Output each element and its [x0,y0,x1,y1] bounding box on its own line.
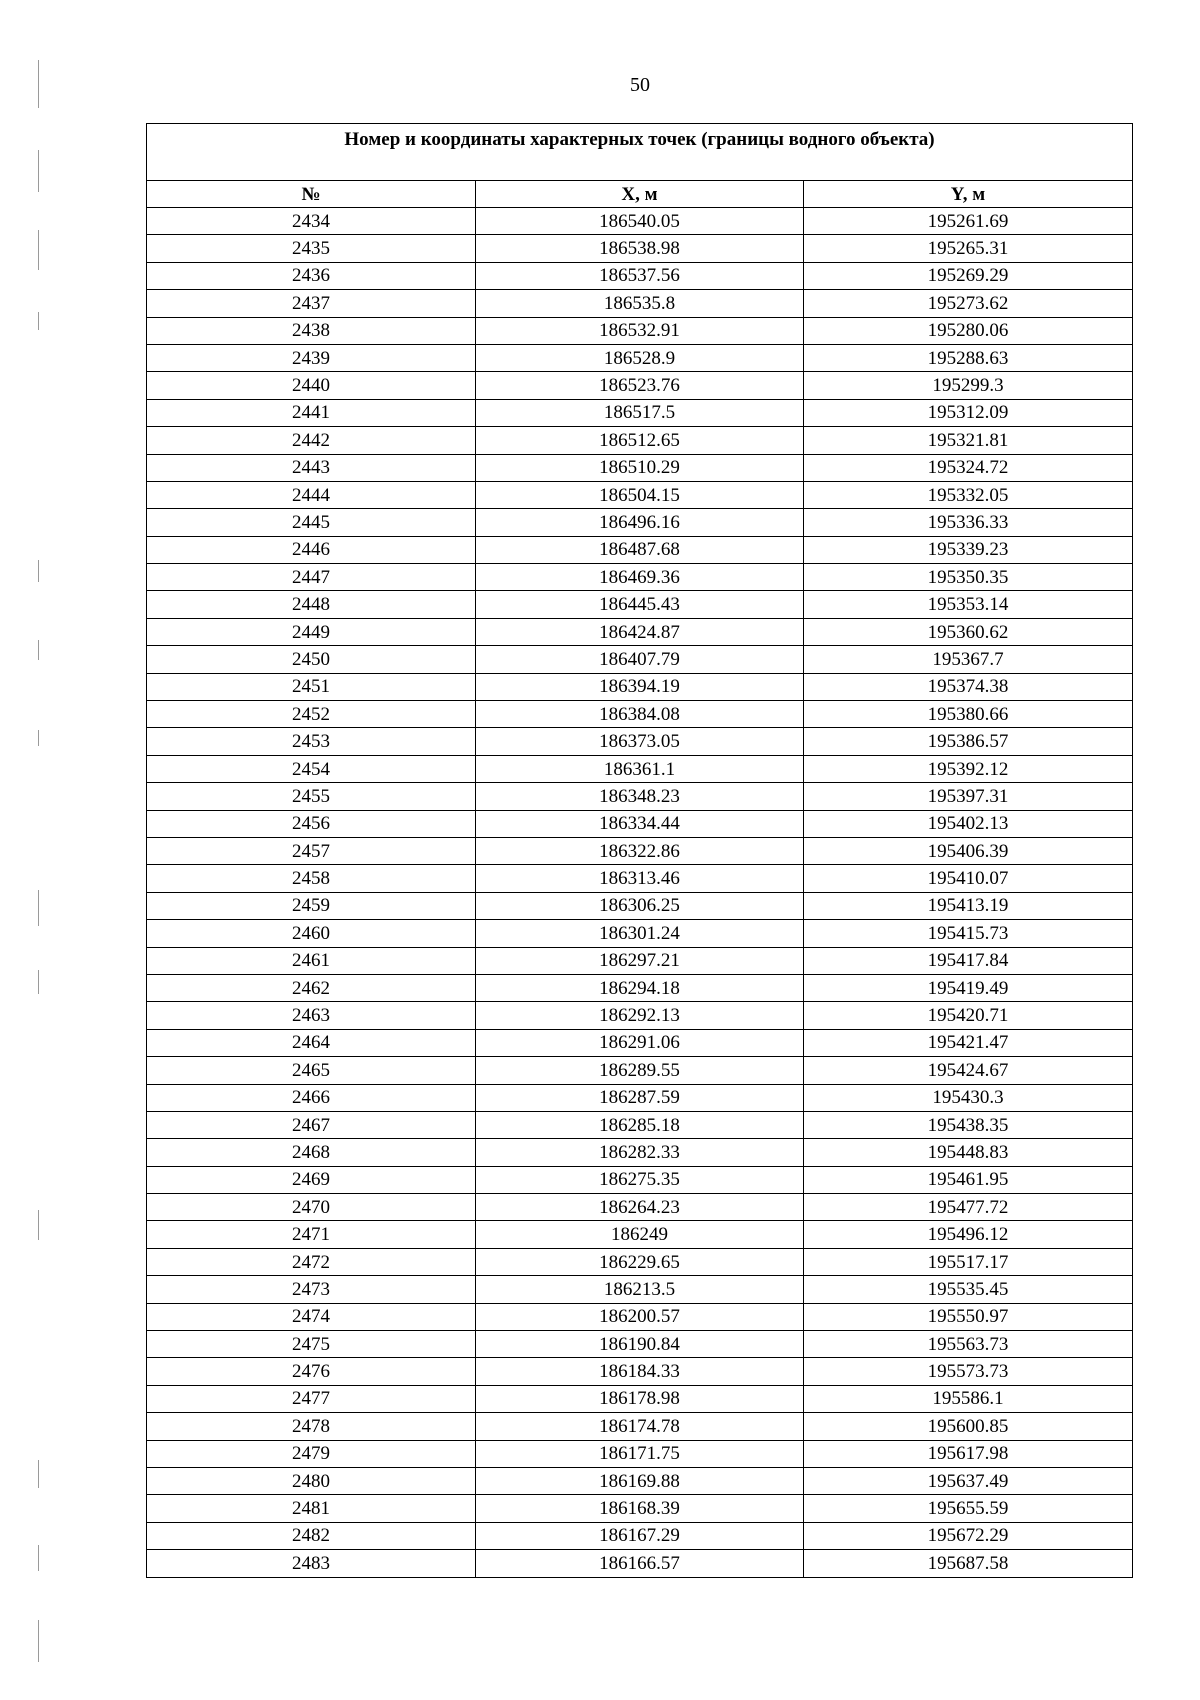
x-coordinate-cell: 186287.59 [476,1084,804,1111]
table-row [147,1331,1133,1358]
point-number-cell: 2455 [147,783,476,810]
x-coordinate-cell: 186528.9 [476,344,804,371]
point-number-cell: 2463 [147,1002,476,1029]
x-coordinate-cell: 186535.8 [476,290,804,317]
x-coordinate-cell: 186334.44 [476,810,804,837]
y-coordinate-cell: 195392.12 [804,755,1133,782]
scan-artifact [38,1545,39,1571]
table-row [147,920,1133,947]
point-number-cell: 2453 [147,728,476,755]
table-row [147,1221,1133,1248]
table-row [147,783,1133,810]
table-row [147,1194,1133,1221]
x-coordinate-cell: 186264.23 [476,1194,804,1221]
point-number-cell: 2475 [147,1331,476,1358]
y-coordinate-cell: 195496.12 [804,1221,1133,1248]
y-coordinate-cell: 195421.47 [804,1029,1133,1056]
table-row [147,591,1133,618]
y-coordinate-cell: 195339.23 [804,536,1133,563]
y-coordinate-cell: 195420.71 [804,1002,1133,1029]
point-number-cell: 2458 [147,865,476,892]
table-row [147,1276,1133,1303]
point-number-cell: 2461 [147,947,476,974]
x-coordinate-cell: 186361.1 [476,755,804,782]
point-number-cell: 2456 [147,810,476,837]
table-body [147,208,1133,1578]
y-coordinate-cell: 195288.63 [804,344,1133,371]
y-coordinate-cell: 195332.05 [804,481,1133,508]
point-number-cell: 2477 [147,1385,476,1412]
y-coordinate-cell: 195321.81 [804,427,1133,454]
x-coordinate-cell: 186469.36 [476,564,804,591]
x-coordinate-cell: 186384.08 [476,701,804,728]
table-row [147,755,1133,782]
table-row [147,1522,1133,1549]
column-header-x: X, м [476,181,804,208]
y-coordinate-cell: 195438.35 [804,1111,1133,1138]
y-coordinate-cell: 195586.1 [804,1385,1133,1412]
x-coordinate-cell: 186168.39 [476,1495,804,1522]
point-number-cell: 2445 [147,509,476,536]
x-coordinate-cell: 186190.84 [476,1331,804,1358]
x-coordinate-cell: 186510.29 [476,454,804,481]
table-row [147,837,1133,864]
x-coordinate-cell: 186282.33 [476,1139,804,1166]
table-row [147,1029,1133,1056]
point-number-cell: 2467 [147,1111,476,1138]
point-number-cell: 2436 [147,262,476,289]
point-number-cell: 2448 [147,591,476,618]
y-coordinate-cell: 195353.14 [804,591,1133,618]
y-coordinate-cell: 195415.73 [804,920,1133,947]
point-number-cell: 2478 [147,1413,476,1440]
scan-artifact [38,560,39,582]
table-row [147,1002,1133,1029]
y-coordinate-cell: 195312.09 [804,399,1133,426]
table-row [147,1139,1133,1166]
point-number-cell: 2434 [147,208,476,235]
x-coordinate-cell: 186275.35 [476,1166,804,1193]
table-title-row [147,124,1133,181]
y-coordinate-cell: 195573.73 [804,1358,1133,1385]
x-coordinate-cell: 186373.05 [476,728,804,755]
point-number-cell: 2452 [147,701,476,728]
point-number-cell: 2462 [147,974,476,1001]
table-row [147,1385,1133,1412]
x-coordinate-cell: 186184.33 [476,1358,804,1385]
point-number-cell: 2444 [147,481,476,508]
point-number-cell: 2440 [147,372,476,399]
point-number-cell: 2435 [147,235,476,262]
point-number-cell: 2466 [147,1084,476,1111]
point-number-cell: 2447 [147,564,476,591]
scan-artifact [38,150,39,192]
table-row [147,1111,1133,1138]
y-coordinate-cell: 195672.29 [804,1522,1133,1549]
point-number-cell: 2469 [147,1166,476,1193]
x-coordinate-cell: 186213.5 [476,1276,804,1303]
point-number-cell: 2471 [147,1221,476,1248]
point-number-cell: 2483 [147,1550,476,1577]
x-coordinate-cell: 186538.98 [476,235,804,262]
table-row [147,810,1133,837]
point-number-cell: 2468 [147,1139,476,1166]
point-number-cell: 2472 [147,1248,476,1275]
scan-artifact [38,730,39,746]
point-number-cell: 2451 [147,673,476,700]
y-coordinate-cell: 195280.06 [804,317,1133,344]
y-coordinate-cell: 195367.7 [804,646,1133,673]
x-coordinate-cell: 186313.46 [476,865,804,892]
x-coordinate-cell: 186407.79 [476,646,804,673]
x-coordinate-cell: 186178.98 [476,1385,804,1412]
y-coordinate-cell: 195413.19 [804,892,1133,919]
table-row [147,262,1133,289]
y-coordinate-cell: 195386.57 [804,728,1133,755]
x-coordinate-cell: 186297.21 [476,947,804,974]
x-coordinate-cell: 186294.18 [476,974,804,1001]
table-row [147,1248,1133,1275]
y-coordinate-cell: 195477.72 [804,1194,1133,1221]
table-row [147,509,1133,536]
table-row [147,865,1133,892]
y-coordinate-cell: 195410.07 [804,865,1133,892]
y-coordinate-cell: 195424.67 [804,1057,1133,1084]
point-number-cell: 2474 [147,1303,476,1330]
x-coordinate-cell: 186523.76 [476,372,804,399]
y-coordinate-cell: 195448.83 [804,1139,1133,1166]
table-row [147,208,1133,235]
table-title: Номер и координаты характерных точек (границы водного объекта) [147,124,1133,181]
point-number-cell: 2438 [147,317,476,344]
y-coordinate-cell: 195402.13 [804,810,1133,837]
y-coordinate-cell: 195397.31 [804,783,1133,810]
point-number-cell: 2442 [147,427,476,454]
point-number-cell: 2457 [147,837,476,864]
y-coordinate-cell: 195380.66 [804,701,1133,728]
scan-artifact [38,1210,39,1240]
y-coordinate-cell: 195563.73 [804,1331,1133,1358]
table-row [147,974,1133,1001]
point-number-cell: 2441 [147,399,476,426]
point-number-cell: 2450 [147,646,476,673]
y-coordinate-cell: 195535.45 [804,1276,1133,1303]
x-coordinate-cell: 186512.65 [476,427,804,454]
point-number-cell: 2470 [147,1194,476,1221]
table-header-row [147,181,1133,208]
x-coordinate-cell: 186322.86 [476,837,804,864]
y-coordinate-cell: 195360.62 [804,618,1133,645]
scan-artifact [38,1620,39,1662]
y-coordinate-cell: 195374.38 [804,673,1133,700]
table-row [147,1550,1133,1577]
x-coordinate-cell: 186174.78 [476,1413,804,1440]
point-number-cell: 2460 [147,920,476,947]
scan-artifact [38,312,39,330]
x-coordinate-cell: 186292.13 [476,1002,804,1029]
x-coordinate-cell: 186537.56 [476,262,804,289]
table-row [147,454,1133,481]
y-coordinate-cell: 195600.85 [804,1413,1133,1440]
x-coordinate-cell: 186229.65 [476,1248,804,1275]
table-row [147,1358,1133,1385]
point-number-cell: 2446 [147,536,476,563]
table-row [147,1166,1133,1193]
table-row [147,1057,1133,1084]
y-coordinate-cell: 195406.39 [804,837,1133,864]
table-row [147,290,1133,317]
scan-artifact [38,890,39,926]
y-coordinate-cell: 195655.59 [804,1495,1133,1522]
x-coordinate-cell: 186487.68 [476,536,804,563]
column-header-number: № [147,181,476,208]
x-coordinate-cell: 186301.24 [476,920,804,947]
table-row [147,618,1133,645]
table-row [147,536,1133,563]
table-row [147,372,1133,399]
table-row [147,235,1133,262]
x-coordinate-cell: 186306.25 [476,892,804,919]
y-coordinate-cell: 195350.35 [804,564,1133,591]
y-coordinate-cell: 195336.33 [804,509,1133,536]
point-number-cell: 2480 [147,1467,476,1494]
y-coordinate-cell: 195261.69 [804,208,1133,235]
page-number: 50 [630,74,650,96]
point-number-cell: 2465 [147,1057,476,1084]
y-coordinate-cell: 195550.97 [804,1303,1133,1330]
point-number-cell: 2481 [147,1495,476,1522]
point-number-cell: 2437 [147,290,476,317]
table-row [147,399,1133,426]
scan-artifact [38,970,39,994]
table-row [147,673,1133,700]
y-coordinate-cell: 195461.95 [804,1166,1133,1193]
x-coordinate-cell: 186424.87 [476,618,804,645]
x-coordinate-cell: 186249 [476,1221,804,1248]
table-row [147,1303,1133,1330]
point-number-cell: 2476 [147,1358,476,1385]
x-coordinate-cell: 186167.29 [476,1522,804,1549]
table-row [147,317,1133,344]
x-coordinate-cell: 186540.05 [476,208,804,235]
table-row [147,481,1133,508]
y-coordinate-cell: 195419.49 [804,974,1133,1001]
x-coordinate-cell: 186166.57 [476,1550,804,1577]
x-coordinate-cell: 186200.57 [476,1303,804,1330]
coordinates-table [146,123,1133,1578]
point-number-cell: 2473 [147,1276,476,1303]
point-number-cell: 2449 [147,618,476,645]
y-coordinate-cell: 195299.3 [804,372,1133,399]
x-coordinate-cell: 186394.19 [476,673,804,700]
table-row [147,344,1133,371]
y-coordinate-cell: 195273.62 [804,290,1133,317]
y-coordinate-cell: 195324.72 [804,454,1133,481]
x-coordinate-cell: 186291.06 [476,1029,804,1056]
table-row [147,1467,1133,1494]
x-coordinate-cell: 186445.43 [476,591,804,618]
x-coordinate-cell: 186285.18 [476,1111,804,1138]
table-row [147,892,1133,919]
table-row [147,1084,1133,1111]
point-number-cell: 2443 [147,454,476,481]
scan-artifact [38,230,39,270]
y-coordinate-cell: 195637.49 [804,1467,1133,1494]
table-row [147,564,1133,591]
x-coordinate-cell: 186496.16 [476,509,804,536]
table-row [147,947,1133,974]
point-number-cell: 2479 [147,1440,476,1467]
table-row [147,646,1133,673]
y-coordinate-cell: 195269.29 [804,262,1133,289]
point-number-cell: 2464 [147,1029,476,1056]
point-number-cell: 2439 [147,344,476,371]
x-coordinate-cell: 186504.15 [476,481,804,508]
table-row [147,1413,1133,1440]
y-coordinate-cell: 195265.31 [804,235,1133,262]
scan-artifact [38,1460,39,1488]
point-number-cell: 2482 [147,1522,476,1549]
x-coordinate-cell: 186532.91 [476,317,804,344]
table-row [147,701,1133,728]
x-coordinate-cell: 186348.23 [476,783,804,810]
table-row [147,728,1133,755]
table-row [147,1495,1133,1522]
point-number-cell: 2459 [147,892,476,919]
point-number-cell: 2454 [147,755,476,782]
table-row [147,427,1133,454]
y-coordinate-cell: 195417.84 [804,947,1133,974]
y-coordinate-cell: 195517.17 [804,1248,1133,1275]
column-header-y: Y, м [804,181,1133,208]
x-coordinate-cell: 186171.75 [476,1440,804,1467]
table-row [147,1440,1133,1467]
x-coordinate-cell: 186289.55 [476,1057,804,1084]
x-coordinate-cell: 186169.88 [476,1467,804,1494]
x-coordinate-cell: 186517.5 [476,399,804,426]
scan-artifact [38,640,39,660]
y-coordinate-cell: 195617.98 [804,1440,1133,1467]
y-coordinate-cell: 195430.3 [804,1084,1133,1111]
y-coordinate-cell: 195687.58 [804,1550,1133,1577]
